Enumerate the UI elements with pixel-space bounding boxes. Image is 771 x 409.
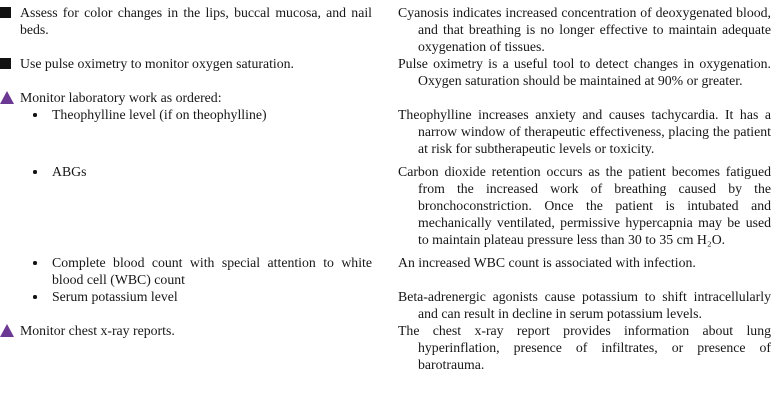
intervention-cell [0, 4, 372, 38]
table-row [0, 288, 771, 322]
intervention-text: Monitor chest x-ray reports. [20, 323, 175, 338]
intervention-text: Theophylline level (if on theophylline) [52, 107, 267, 122]
rationale-cell [398, 288, 771, 322]
rationale-text: Pulse oximetry is a useful tool to detect changes in oxygenation. Oxygen saturation should be maintained at 90% or greater. [398, 56, 771, 88]
rationale-cell [398, 163, 771, 248]
intervention-text: Complete blood count with special attention to white blood cell (WBC) count [52, 255, 372, 287]
rationale-cell [398, 106, 771, 157]
intervention-text: Serum potassium level [52, 289, 178, 304]
dot-bullet-icon [33, 113, 37, 117]
square-bullet-icon [0, 7, 11, 18]
table-row [0, 4, 771, 55]
dot-bullet-icon [33, 261, 37, 265]
rationale-text: Carbon dioxide retention occurs as the patient becomes fatigued from the increased work of breathing caused by the bronchoconstriction. Once the patient is intubated and mechanically ventilated, permissive hypercapnia may be used to maintain plateau pressure less than 30 to 35 cm H₂O. [398, 164, 771, 247]
interventions-rationales-table [0, 4, 771, 373]
intervention-text: ABGs [52, 164, 87, 179]
rationale-cell [398, 4, 771, 55]
intervention-text: Assess for color changes in the lips, buccal mucosa, and nail beds. [20, 5, 372, 37]
table-row [0, 55, 771, 89]
intervention-text: Use pulse oximetry to monitor oxygen saturation. [20, 56, 294, 71]
dot-bullet-icon [33, 170, 37, 174]
rationale-cell [398, 55, 771, 89]
intervention-cell [0, 254, 372, 288]
rationale-cell [398, 322, 771, 373]
table-row [0, 106, 771, 157]
rationale-text: The chest x-ray report provides information about lung hyperinflation, presence of infiltrates, or presence of barotrauma. [398, 323, 771, 372]
rationale-text: Beta-adrenergic agonists cause potassium to shift intracellularly and can result in decline in serum potassium levels. [398, 289, 771, 321]
triangle-bullet-icon [0, 324, 14, 337]
table-row [0, 254, 771, 288]
intervention-text: Monitor laboratory work as ordered: [20, 90, 222, 105]
intervention-cell [0, 55, 372, 72]
square-bullet-icon [0, 58, 11, 69]
table-row [0, 89, 771, 106]
intervention-cell [0, 106, 372, 123]
intervention-cell [0, 89, 372, 106]
intervention-cell [0, 163, 372, 180]
dot-bullet-icon [33, 295, 37, 299]
triangle-bullet-icon [0, 91, 14, 104]
rationale-text: Theophylline increases anxiety and causes tachycardia. It has a narrow window of therapeutic effectiveness, placing the patient at risk for subtherapeutic levels or toxicity. [398, 107, 771, 156]
rationale-text: An increased WBC count is associated with infection. [398, 255, 696, 270]
rationale-cell [398, 254, 771, 271]
intervention-cell [0, 322, 372, 339]
table-row [0, 322, 771, 373]
table-row [0, 163, 771, 248]
rationale-text: Cyanosis indicates increased concentration of deoxygenated blood, and that breathing is no longer effective to maintain adequate oxygenation of tissues. [398, 5, 771, 54]
intervention-cell [0, 288, 372, 305]
